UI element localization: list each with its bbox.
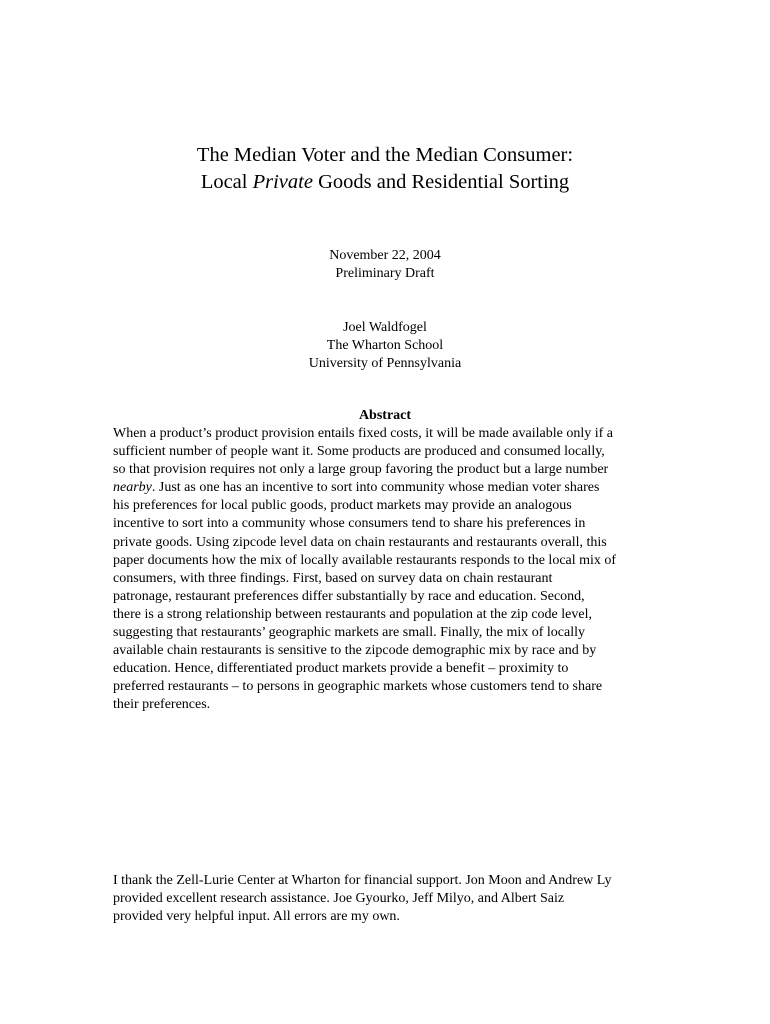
draft-status: Preliminary Draft [335, 266, 435, 281]
abstract-heading: Abstract [358, 408, 412, 423]
title-emphasis: Private [252, 171, 313, 193]
abstract-line [113, 479, 673, 497]
abstract-line: sufficient number of people want it. Some products are produced and consumed locally, [113, 444, 605, 460]
abstract-line: their preferences. [113, 697, 211, 713]
acknowledgment-line: provided very helpful input. All errors are my own. [113, 909, 400, 925]
abstract-line: consumers, with three findings. First, based on survey data on chain restaurant [113, 570, 553, 586]
author-school: The Wharton School [326, 338, 444, 353]
author-name: Joel Waldfogel [343, 320, 427, 335]
abstract-body [113, 425, 673, 715]
abstract-emphasis-nearby: nearby [113, 480, 152, 496]
abstract-line: available chain restaurants is sensitive to the zipcode demographic mix by race and by [113, 643, 597, 659]
abstract-line: so that provision requires not only a large group favoring the product but a large number [113, 462, 609, 478]
author-block [0, 319, 770, 373]
abstract-line: When a product’s product provision entails fixed costs, it will be made available only if a [113, 426, 613, 441]
acknowledgment-line: provided excellent research assistance. Joe Gyourko, Jeff Milyo, and Albert Saiz [113, 891, 565, 907]
abstract-line: incentive to sort into a community whose consumers tend to share his preferences in [113, 516, 586, 532]
title-line-2-suffix: Goods and Residential Sorting [312, 171, 570, 193]
paper-title [0, 142, 770, 196]
abstract-line: suggesting that restaurants’ geographic markets are small. Finally, the mix of locally [113, 625, 585, 641]
paper-date: November 22, 2004 [329, 248, 441, 263]
title-line-2-prefix: Local [200, 171, 253, 193]
abstract-line: private goods. Using zipcode level data on chain restaurants and restaurants overall, this [113, 534, 607, 550]
abstract-line: paper documents how the mix of locally available restaurants responds to the local mix of [113, 552, 617, 568]
abstract-line: preferred restaurants – to persons in geographic markets whose customers tend to share [113, 679, 603, 695]
author-university: University of Pennsylvania [308, 356, 462, 371]
title-line-1: The Median Voter and the Median Consumer: [196, 144, 574, 166]
abstract-line: patronage, restaurant preferences differ substantially by race and education. Second, [113, 588, 585, 604]
acknowledgment-footnote [113, 872, 673, 926]
abstract-line-rest: . Just as one has an incentive to sort into community whose median voter shares [151, 480, 600, 496]
abstract-line: education. Hence, differentiated product markets provide a benefit – proximity to [113, 661, 569, 677]
acknowledgment-line: I thank the Zell-Lurie Center at Wharton for financial support. Jon Moon and Andrew Ly [113, 873, 612, 888]
title-line-2 [0, 169, 770, 196]
abstract-line: his preferences for local public goods, product markets may provide an analogous [113, 498, 572, 514]
abstract-line: there is a strong relationship between restaurants and population at the zip code level, [113, 606, 592, 622]
date-block [0, 247, 770, 283]
